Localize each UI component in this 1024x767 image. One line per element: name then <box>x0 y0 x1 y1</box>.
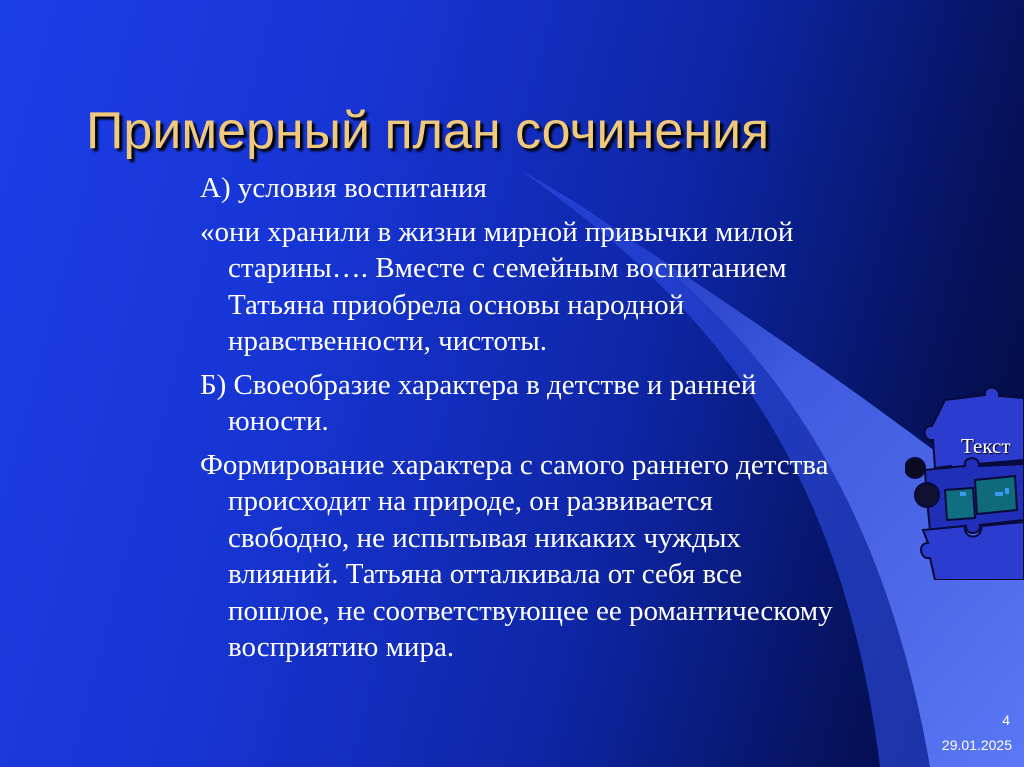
paragraph-upbringing-heading: А) условия воспитания <box>200 172 487 204</box>
slide-title: Примерный план сочинения <box>86 102 770 160</box>
paragraph-character-formation: Формирование характера с самого раннего детства происходит на природе, он развивается свободно, не испытывая никаких чуждых влияний. Татьяна отталкивала от себя все пошлое, не соответствующее ее романтическому восприятию мира. <box>200 448 833 663</box>
paragraph-character-heading: Б) Своеобразие характера в детстве и ранней юности. <box>200 368 757 437</box>
puzzle-graphic <box>905 380 1024 580</box>
slide-date: 29.01.2025 <box>941 737 1012 753</box>
paragraph-upbringing-quote: «они хранили в жизни мирной привычки милой старины…. Вместе с семейным воспитанием Татьяна приобрела основы народной нравственности, чистоты. <box>200 215 794 357</box>
puzzle-pieces-icon <box>905 380 1024 580</box>
slide-body <box>200 170 840 673</box>
puzzle-label: Текст <box>961 434 1011 458</box>
page-number: 4 <box>1002 712 1010 728</box>
